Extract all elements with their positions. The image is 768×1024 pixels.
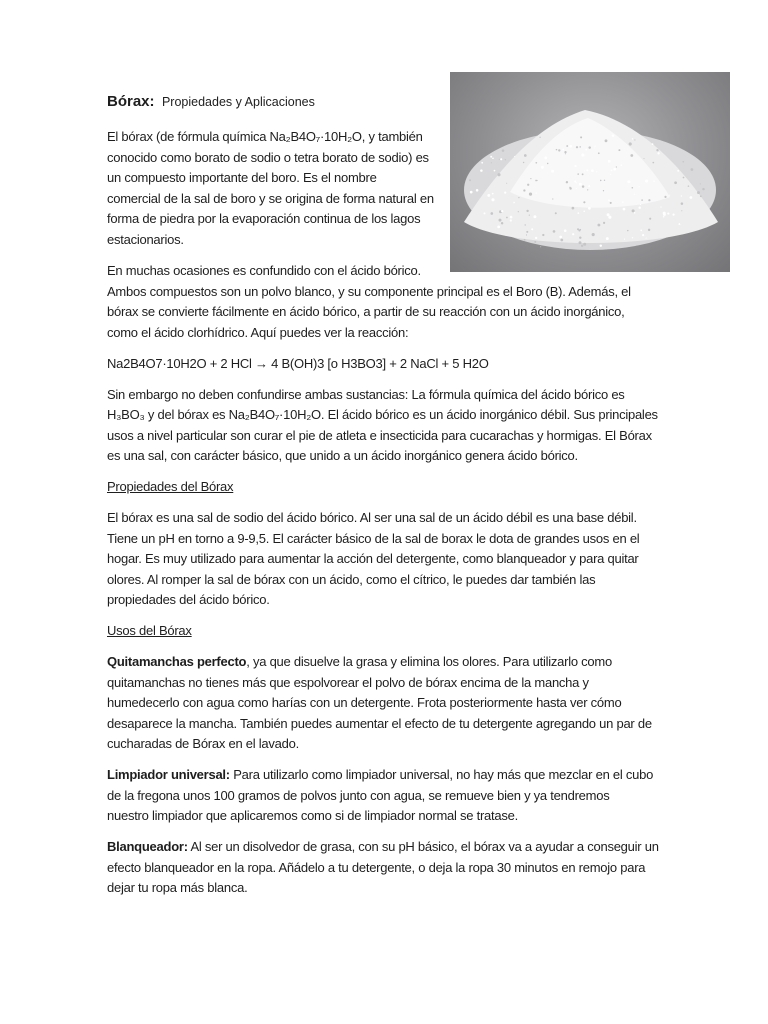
powder-grain bbox=[579, 146, 581, 148]
title-main: Bórax: bbox=[107, 93, 155, 110]
powder-grain bbox=[643, 158, 644, 159]
powder-grain bbox=[547, 163, 548, 164]
powder-grain bbox=[611, 170, 613, 172]
powder-grain bbox=[566, 145, 568, 147]
powder-grain bbox=[600, 245, 602, 247]
powder-grain bbox=[657, 152, 659, 154]
powder-grain bbox=[553, 230, 556, 233]
powder-grain bbox=[608, 160, 611, 163]
powder-grain bbox=[591, 169, 594, 172]
powder-grain bbox=[600, 180, 602, 182]
properties-heading: Propiedades del Bórax bbox=[107, 479, 234, 494]
powder-grain bbox=[627, 180, 630, 183]
powder-grain bbox=[555, 212, 557, 214]
powder-grain bbox=[613, 168, 616, 171]
powder-grain bbox=[583, 243, 586, 246]
powder-grain bbox=[558, 149, 560, 151]
text-line: comercial de la sal de boro y se origina de forma natural en bbox=[107, 190, 434, 206]
powder-grain bbox=[487, 194, 490, 197]
powder-grain bbox=[526, 210, 528, 212]
powder-grain bbox=[523, 162, 524, 163]
powder-grain bbox=[630, 154, 633, 157]
powder-grain bbox=[660, 206, 661, 207]
stain-remover-lead: Quitamanchas perfecto bbox=[107, 654, 247, 669]
powder-grain bbox=[544, 156, 547, 159]
powder-grain bbox=[530, 178, 531, 179]
powder-grain bbox=[533, 215, 536, 218]
powder-grain bbox=[682, 161, 684, 163]
powder-grain bbox=[588, 185, 590, 187]
powder-grain bbox=[667, 213, 669, 215]
powder-grain bbox=[490, 156, 492, 158]
powder-grain bbox=[541, 166, 544, 169]
powder-grain bbox=[484, 212, 486, 214]
powder-grain bbox=[470, 191, 473, 194]
powder-grain bbox=[678, 223, 680, 225]
powder-grain bbox=[526, 231, 528, 233]
powder-grain bbox=[492, 193, 494, 195]
powder-grain bbox=[632, 138, 633, 139]
powder-grain bbox=[527, 184, 529, 186]
powder-grain bbox=[581, 245, 583, 247]
powder-grain bbox=[501, 210, 503, 212]
equation-text: Na2B4O7·10H2O + 2 HCl → 4 B(OH)3 [o H3BO3] + 2 NaCl + 5 H2O bbox=[107, 355, 489, 371]
powder-grain bbox=[677, 170, 679, 172]
text-line: hogar. Es muy utilizado para aumentar la acción del detergente, como blanqueador y para quitar bbox=[107, 551, 639, 566]
powder-grain bbox=[572, 233, 574, 235]
text-line: efecto blanqueador en la ropa. Añádelo a tu detergente, o deja la ropa 30 minutos en remojo para bbox=[107, 859, 646, 875]
powder-grain bbox=[535, 162, 537, 164]
text-line: estacionarios. bbox=[107, 231, 184, 247]
text-line: En muchas ocasiones es confundido con el ácido bórico. bbox=[107, 263, 421, 278]
powder-grain bbox=[513, 202, 515, 204]
powder-grain bbox=[588, 207, 591, 210]
powder-grain bbox=[690, 196, 693, 199]
powder-grain bbox=[569, 145, 572, 148]
powder-grain bbox=[490, 212, 493, 215]
universal-cleaner-lead: Limpiador universal: bbox=[107, 767, 230, 782]
powder-grain bbox=[603, 222, 605, 224]
powder-grain bbox=[603, 190, 604, 191]
powder-grain bbox=[505, 159, 506, 160]
text-line bbox=[107, 837, 667, 858]
powder-grain bbox=[688, 185, 690, 187]
powder-grain bbox=[674, 181, 677, 184]
text-line: conocido como borato de sodio o tetra borato de sodio) es bbox=[107, 149, 429, 165]
powder-grain bbox=[592, 233, 595, 236]
powder-grain bbox=[565, 153, 566, 154]
powder-grain bbox=[577, 173, 579, 175]
text-line: como el ácido clorhídrico. Aquí puedes ver la reacción: bbox=[107, 324, 409, 340]
text-line: desaparece la mancha. También puedes aumentar el efecto de tu detergente agregando un par de bbox=[107, 715, 652, 731]
text-line bbox=[107, 765, 667, 786]
powder-grain bbox=[499, 219, 502, 222]
powder-grain bbox=[497, 226, 500, 229]
powder-grain bbox=[648, 199, 650, 201]
powder-grain bbox=[697, 191, 700, 194]
powder-grain bbox=[624, 239, 625, 240]
powder-grain bbox=[523, 189, 525, 191]
bleach-lead: Blanqueador: bbox=[107, 839, 188, 854]
uses-heading: Usos del Bórax bbox=[107, 623, 192, 638]
powder-grain bbox=[579, 241, 582, 244]
powder-grain bbox=[492, 157, 494, 159]
powder-heap-illustration bbox=[450, 72, 730, 272]
difference-paragraph bbox=[107, 385, 667, 467]
powder-grain bbox=[634, 194, 635, 195]
powder-grain bbox=[585, 149, 587, 151]
powder-grain bbox=[690, 168, 693, 171]
powder-grain bbox=[518, 211, 519, 212]
powder-grain bbox=[596, 171, 597, 172]
borax-powder-image bbox=[450, 72, 730, 272]
powder-grain bbox=[669, 195, 670, 196]
text-line: bórax se convierte fácilmente en ácido bórico, a partir de su reacción con un ácido inorgánico, bbox=[107, 304, 625, 319]
powder-grain bbox=[534, 241, 536, 243]
powder-grain bbox=[641, 199, 643, 201]
powder-grain bbox=[576, 146, 578, 148]
powder-grain bbox=[529, 193, 532, 196]
powder-grain bbox=[608, 216, 611, 219]
powder-grain bbox=[542, 234, 544, 236]
powder-grain bbox=[536, 192, 537, 193]
powder-grain bbox=[566, 181, 568, 183]
powder-grain bbox=[610, 202, 612, 204]
powder-grain bbox=[569, 187, 571, 189]
powder-grain bbox=[577, 228, 579, 230]
powder-grain bbox=[627, 230, 628, 231]
powder-grain bbox=[618, 149, 620, 151]
powder-grain bbox=[579, 183, 582, 186]
powder-grain bbox=[560, 239, 563, 242]
powder-grain bbox=[606, 237, 609, 240]
powder-grain bbox=[480, 169, 483, 172]
text-fragment: Para utilizarlo como limpiador universal, no hay más que mezclar en el cubo bbox=[229, 767, 654, 782]
text-line: un compuesto importante del boro. Es el nombre bbox=[107, 170, 377, 185]
powder-grain bbox=[588, 146, 590, 148]
powder-grain bbox=[540, 246, 541, 247]
powder-grain bbox=[577, 212, 579, 214]
powder-grain bbox=[598, 152, 600, 154]
text-line: cucharadas de Bórax en el lavado. bbox=[107, 736, 299, 751]
powder-grain bbox=[649, 218, 651, 220]
powder-grain bbox=[681, 195, 682, 196]
powder-grain bbox=[683, 177, 685, 179]
powder-grain bbox=[580, 136, 582, 138]
powder-grain bbox=[476, 189, 479, 192]
powder-grain bbox=[491, 162, 492, 163]
powder-grain bbox=[629, 142, 632, 145]
confusion-paragraph bbox=[107, 261, 667, 343]
text-line: El bórax es una sal de sodio del ácido bórico. Al ser una sal de un ácido débil es una base débil. bbox=[107, 510, 637, 525]
powder-grain bbox=[700, 195, 702, 197]
powder-grain bbox=[510, 219, 512, 221]
powder-grain bbox=[576, 182, 577, 183]
powder-grain bbox=[620, 164, 622, 166]
powder-grain bbox=[526, 234, 527, 235]
powder-grain bbox=[524, 154, 527, 157]
powder-grain bbox=[583, 201, 585, 203]
powder-grain bbox=[562, 149, 564, 151]
powder-grain bbox=[552, 198, 553, 199]
powder-grain bbox=[501, 222, 503, 224]
powder-grain bbox=[551, 170, 554, 173]
text-fragment: Al ser un disolvedor de grasa, con su pH básico, el bórax va a ayudar a conseguir un bbox=[187, 839, 659, 854]
text-line: olores. Al romper la sal de bórax con un ácido, como el cítrico, le puedes dar también las bbox=[107, 571, 596, 587]
text-fragment: , ya que disuelve la grasa y elimina los olores. Para utilizarlo como bbox=[246, 654, 612, 669]
powder-grain bbox=[524, 239, 526, 241]
powder-grain bbox=[646, 238, 647, 239]
powder-grain bbox=[632, 187, 634, 189]
powder-grain bbox=[491, 198, 494, 201]
powder-grain bbox=[622, 201, 623, 202]
powder-grain bbox=[580, 229, 581, 230]
powder-grain bbox=[581, 153, 584, 156]
intro-column bbox=[107, 90, 442, 261]
powder-grain bbox=[594, 148, 595, 149]
powder-grain bbox=[642, 234, 644, 236]
powder-grain bbox=[500, 158, 502, 160]
powder-grain bbox=[564, 151, 566, 153]
powder-grain bbox=[556, 149, 558, 151]
powder-grain bbox=[612, 134, 615, 137]
powder-grain bbox=[702, 188, 704, 190]
powder-grain bbox=[572, 207, 575, 210]
powder-grain bbox=[506, 183, 507, 184]
powder-grain bbox=[514, 156, 515, 157]
powder-grain bbox=[559, 236, 562, 239]
powder-grain bbox=[576, 188, 577, 189]
powder-grain bbox=[583, 211, 585, 213]
powder-grain bbox=[531, 228, 533, 230]
powder-grain bbox=[700, 183, 701, 184]
powder-grain bbox=[653, 180, 655, 182]
powder-grain bbox=[481, 162, 483, 164]
text-line: es una sal, con carácter básico, que unido a un ácido inorgánico genera ácido bórico. bbox=[107, 448, 578, 463]
powder-grain bbox=[605, 139, 608, 142]
text-line: H₃BO₃ y del bórax es Na₂B4O₇·10H₂O. El ácido bórico es un ácido inorgánico débil. Sus principales bbox=[107, 407, 658, 422]
powder-grain bbox=[664, 196, 666, 198]
powder-grain bbox=[502, 149, 505, 152]
powder-grain bbox=[535, 180, 537, 182]
powder-grain bbox=[632, 209, 635, 212]
powder-grain bbox=[681, 202, 684, 205]
powder-grain bbox=[594, 145, 595, 146]
powder-grain bbox=[587, 189, 588, 190]
powder-grain bbox=[579, 236, 581, 238]
powder-grain bbox=[610, 174, 611, 175]
text-line bbox=[107, 652, 667, 673]
powder-grain bbox=[634, 212, 636, 214]
powder-grain bbox=[506, 217, 508, 219]
powder-grain bbox=[681, 210, 682, 211]
powder-grain bbox=[586, 169, 588, 171]
powder-grain bbox=[469, 179, 471, 181]
powder-grain bbox=[604, 180, 605, 181]
text-line: Tiene un pH en torno a 9-9,5. El carácter básico de la sal de borax le dota de grandes usos en el bbox=[107, 530, 640, 546]
powder-grain bbox=[632, 237, 633, 238]
powder-grain bbox=[607, 213, 610, 216]
text-line: Ambos compuestos son un polvo blanco, y su componente principal es el Boro (B). Además, el bbox=[107, 283, 631, 299]
text-line: propiedades del ácido bórico. bbox=[107, 592, 270, 607]
powder-grain bbox=[672, 213, 674, 215]
bleach-paragraph bbox=[107, 837, 667, 899]
text-line: forma de piedra por la evaporación continua de los lagos bbox=[107, 211, 421, 226]
powder-grain bbox=[584, 170, 585, 171]
stain-remover-paragraph bbox=[107, 652, 667, 755]
powder-grain bbox=[574, 165, 576, 167]
powder-grain bbox=[497, 173, 500, 176]
reaction-equation bbox=[107, 354, 667, 375]
text-line: quitamanchas no tienes más que espolvorear el polvo de bórax encima de la mancha y bbox=[107, 674, 589, 690]
page-title bbox=[107, 90, 442, 114]
powder-grain bbox=[510, 216, 513, 219]
powder-grain bbox=[535, 237, 537, 239]
powder-grain bbox=[582, 173, 584, 175]
powder-grain bbox=[623, 208, 626, 211]
text-line: El bórax (de fórmula química Na₂B4O₇·10H₂O, y también bbox=[107, 129, 423, 144]
powder-grain bbox=[652, 162, 654, 164]
powder-grain bbox=[663, 212, 666, 215]
powder-grain bbox=[638, 206, 640, 208]
powder-grain bbox=[529, 214, 530, 215]
title-subtitle: Propiedades y Aplicaciones bbox=[161, 95, 315, 109]
text-line: usos a nivel particular son curar el pie de atleta e insecticida para cucarachas y hormigas. El Bórax bbox=[107, 427, 652, 443]
powder-grain bbox=[525, 224, 526, 225]
powder-grain bbox=[645, 179, 648, 182]
powder-grain bbox=[634, 139, 635, 140]
powder-grain bbox=[652, 143, 654, 145]
powder-grain bbox=[608, 199, 610, 201]
text-line: dejar tu ropa más blanca. bbox=[107, 880, 248, 895]
powder-grain bbox=[648, 229, 650, 231]
main-column bbox=[107, 261, 667, 909]
properties-paragraph bbox=[107, 508, 667, 611]
text-line: de la fregona unos 100 gramos de polvos junto con agua, se remueve bien y ya tendremos bbox=[107, 787, 610, 803]
universal-cleaner-paragraph bbox=[107, 765, 667, 827]
powder-grain bbox=[638, 186, 639, 187]
powder-grain bbox=[640, 204, 641, 205]
powder-grain bbox=[574, 181, 576, 183]
powder-grain bbox=[656, 149, 658, 151]
powder-grain bbox=[494, 170, 496, 172]
powder-grain bbox=[499, 159, 500, 160]
powder-grain bbox=[518, 197, 519, 198]
text-line: humedecerlo con agua como harías con un detergente. Frota posteriormente hasta ver cómo bbox=[107, 695, 622, 710]
powder-grain bbox=[539, 137, 540, 138]
powder-grain bbox=[663, 216, 665, 218]
powder-grain bbox=[504, 192, 506, 194]
powder-grain bbox=[597, 224, 600, 227]
powder-grain bbox=[564, 229, 567, 232]
powder-grain bbox=[640, 230, 642, 232]
powder-grain bbox=[616, 166, 617, 167]
text-line: Sin embargo no deben confundirse ambas sustancias: La fórmula química del ácido bórico es bbox=[107, 386, 625, 402]
powder-grain bbox=[582, 185, 584, 187]
text-line: nuestro limpiador que aplicaremos como si de limpiador normal se tratase. bbox=[107, 808, 518, 823]
intro-paragraph bbox=[107, 127, 442, 250]
